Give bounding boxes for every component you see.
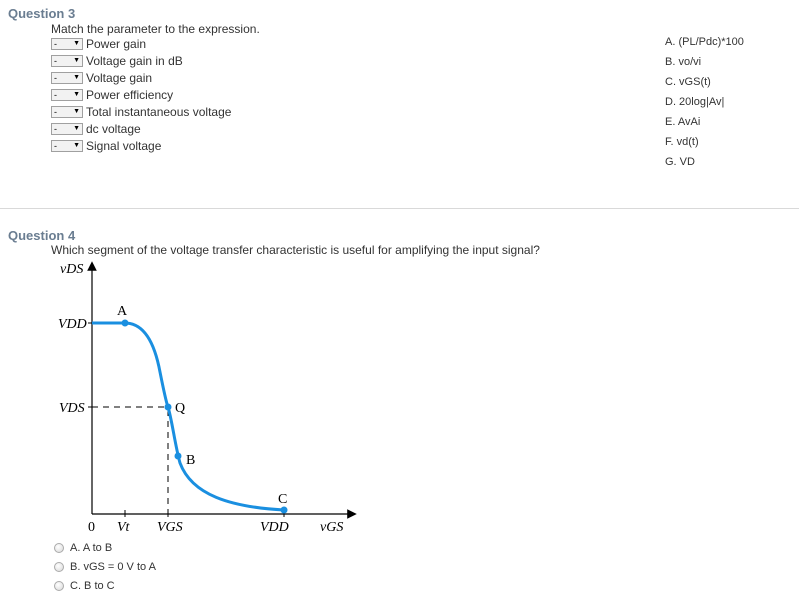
dropdown-arrow-icon: ▼ xyxy=(73,108,80,115)
dropdown-arrow-icon: ▼ xyxy=(73,40,80,47)
select-value: - xyxy=(54,72,57,83)
answer-item: A. (PL/Pdc)*100 xyxy=(665,36,744,48)
point-c-label: C xyxy=(278,492,288,507)
point-a-label: A xyxy=(117,304,128,319)
option-row[interactable] xyxy=(54,557,156,576)
point-q-label: Q xyxy=(175,401,186,416)
option-label: A. A to B xyxy=(70,541,113,554)
dropdown-arrow-icon: ▼ xyxy=(73,125,80,132)
dropdown-arrow-icon: ▼ xyxy=(73,57,80,64)
option-row[interactable] xyxy=(54,538,156,557)
select-value: - xyxy=(54,106,57,117)
answer-item: D. 20log|Av| xyxy=(665,96,725,108)
question-3-title: Question 3 xyxy=(8,6,76,21)
point-b-marker xyxy=(175,453,182,460)
dropdown-arrow-icon: ▼ xyxy=(73,74,80,81)
match-label: dc voltage xyxy=(86,121,141,136)
vds-y-label: VDS xyxy=(59,401,85,416)
question-4-prompt: Which segment of the voltage transfer characteristic is useful for amplifying the input signal? xyxy=(51,243,540,257)
option-label: B. vGS = 0 V to A xyxy=(70,560,156,573)
y-axis-label: vDS xyxy=(60,262,84,277)
x-tick-zero-label: 0 xyxy=(88,520,95,535)
select-value: - xyxy=(54,123,57,134)
match-label: Power gain xyxy=(86,36,147,51)
radio-button[interactable] xyxy=(54,543,64,553)
answer-item: B. vo/vi xyxy=(665,56,702,68)
question-3-prompt: Match the parameter to the expression. xyxy=(51,22,260,36)
vdd-y-label: VDD xyxy=(58,317,87,332)
x-tick-vgs-label: VGS xyxy=(157,520,183,535)
point-q-marker xyxy=(165,404,172,411)
select-value: - xyxy=(54,38,57,49)
select-value: - xyxy=(54,55,57,66)
radio-button[interactable] xyxy=(54,562,64,572)
x-tick-vdd-label: VDD xyxy=(260,520,289,535)
answer-item: E. AvAi xyxy=(665,116,701,128)
select-value: - xyxy=(54,140,57,151)
select-value: - xyxy=(54,89,57,100)
x-axis-label: vGS xyxy=(320,520,344,535)
question-4-title: Question 4 xyxy=(8,228,76,243)
match-label: Power efficiency xyxy=(86,87,174,102)
x-tick-vt-label: Vt xyxy=(117,520,130,535)
point-b-label: B xyxy=(186,453,196,468)
transfer-curve xyxy=(92,323,284,510)
dropdown-arrow-icon: ▼ xyxy=(73,142,80,149)
option-row[interactable] xyxy=(54,576,156,595)
answer-item: F. vd(t) xyxy=(665,136,699,148)
option-label: C. B to C xyxy=(70,579,115,592)
match-label: Voltage gain in dB xyxy=(86,53,183,68)
point-a-marker xyxy=(122,320,129,327)
point-c-marker xyxy=(281,507,288,514)
answer-item: C. vGS(t) xyxy=(665,76,711,88)
answer-item: G. VD xyxy=(665,156,695,168)
dropdown-arrow-icon: ▼ xyxy=(73,91,80,98)
match-label: Voltage gain xyxy=(86,70,153,85)
match-label: Total instantaneous voltage xyxy=(86,104,232,119)
radio-button[interactable] xyxy=(54,581,64,591)
match-label: Signal voltage xyxy=(86,138,162,153)
answer-options xyxy=(54,538,156,595)
